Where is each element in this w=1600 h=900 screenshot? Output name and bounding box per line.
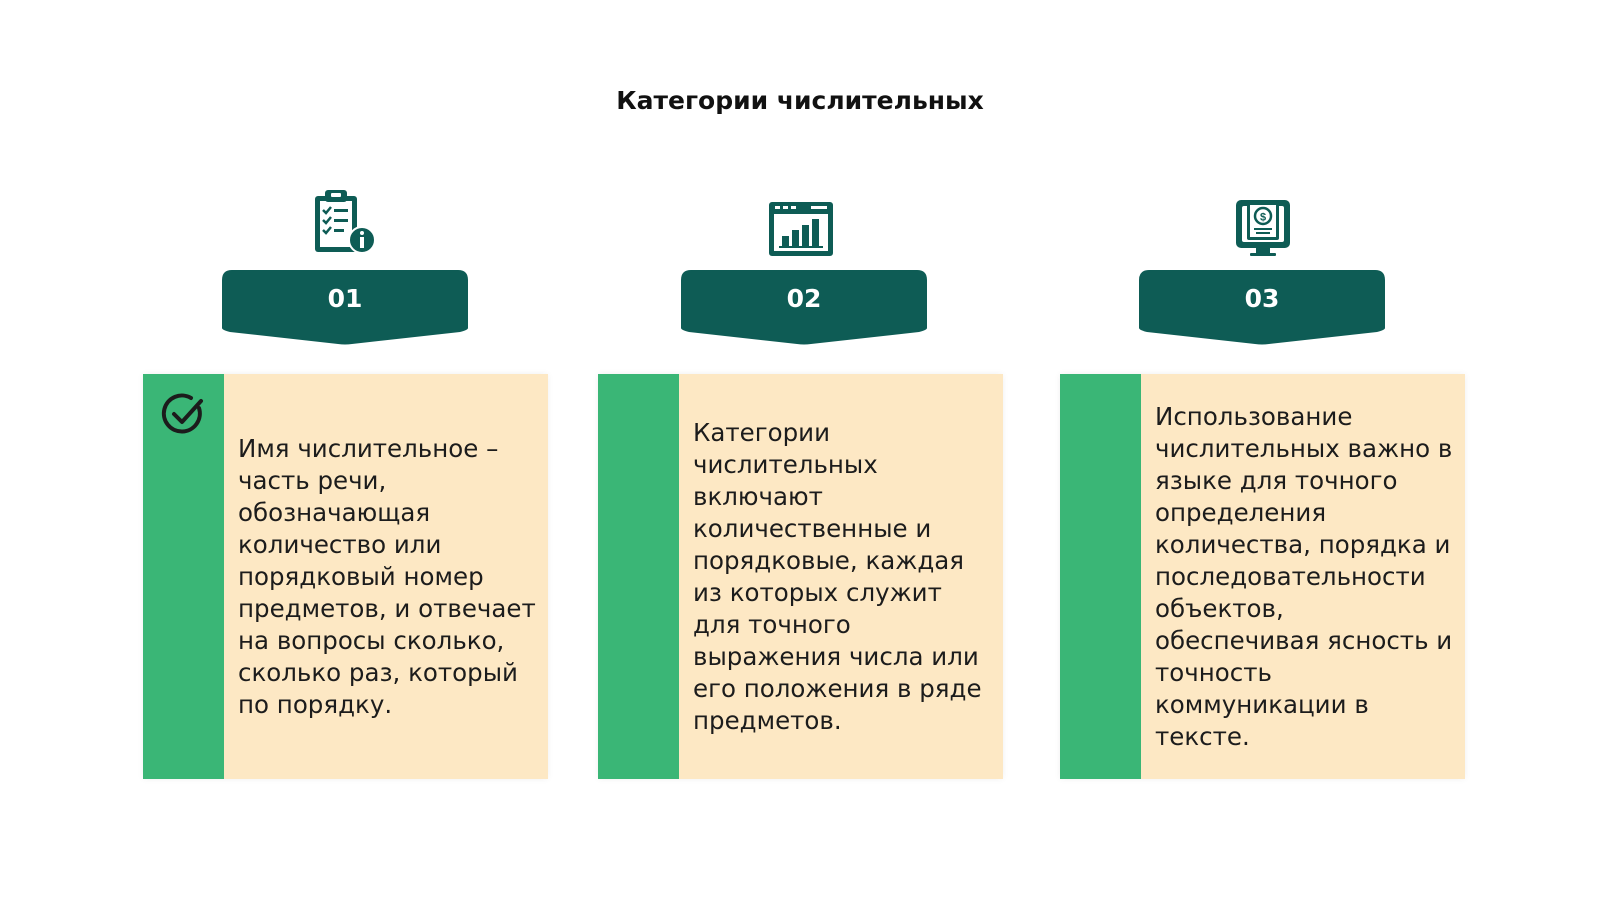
step-number: 02 [786, 284, 822, 313]
card-text: Использование числительных важно в языке для точного определения количества, порядка и последовательности объектов, обеспечивая ясность и точность коммуникации в тексте. [1155, 401, 1453, 751]
info-card [143, 374, 548, 779]
step-badge [1139, 270, 1385, 346]
step-number: 03 [1244, 284, 1280, 313]
svg-text:$: $ [1259, 211, 1267, 224]
card-body [224, 374, 548, 779]
clipboard-info-icon [309, 188, 381, 260]
info-card [598, 374, 1003, 779]
step-badge [681, 270, 927, 346]
bar-chart-window-icon [765, 192, 837, 264]
card-body [679, 374, 1003, 779]
step-badge [222, 270, 468, 346]
step-number: 01 [327, 284, 363, 313]
card-body [1141, 374, 1465, 779]
monitor-dollar-icon [1228, 192, 1300, 264]
card-accent-bar [598, 374, 679, 779]
info-card [1060, 374, 1465, 779]
card-text: Имя числительное – часть речи, обозначающая количество или порядковый номер предметов, и отвечает на вопросы сколько, сколько раз, который по порядку. [238, 433, 536, 719]
check-circle-icon [161, 392, 207, 438]
card-text: Категории числительных включают количественные и порядковые, каждая из которых служит для точного выражения числа или его положения в ряде предметов. [693, 417, 982, 735]
slide-title: Категории числительных [616, 86, 984, 115]
card-accent-bar [1060, 374, 1141, 779]
card-accent-bar [143, 374, 224, 779]
